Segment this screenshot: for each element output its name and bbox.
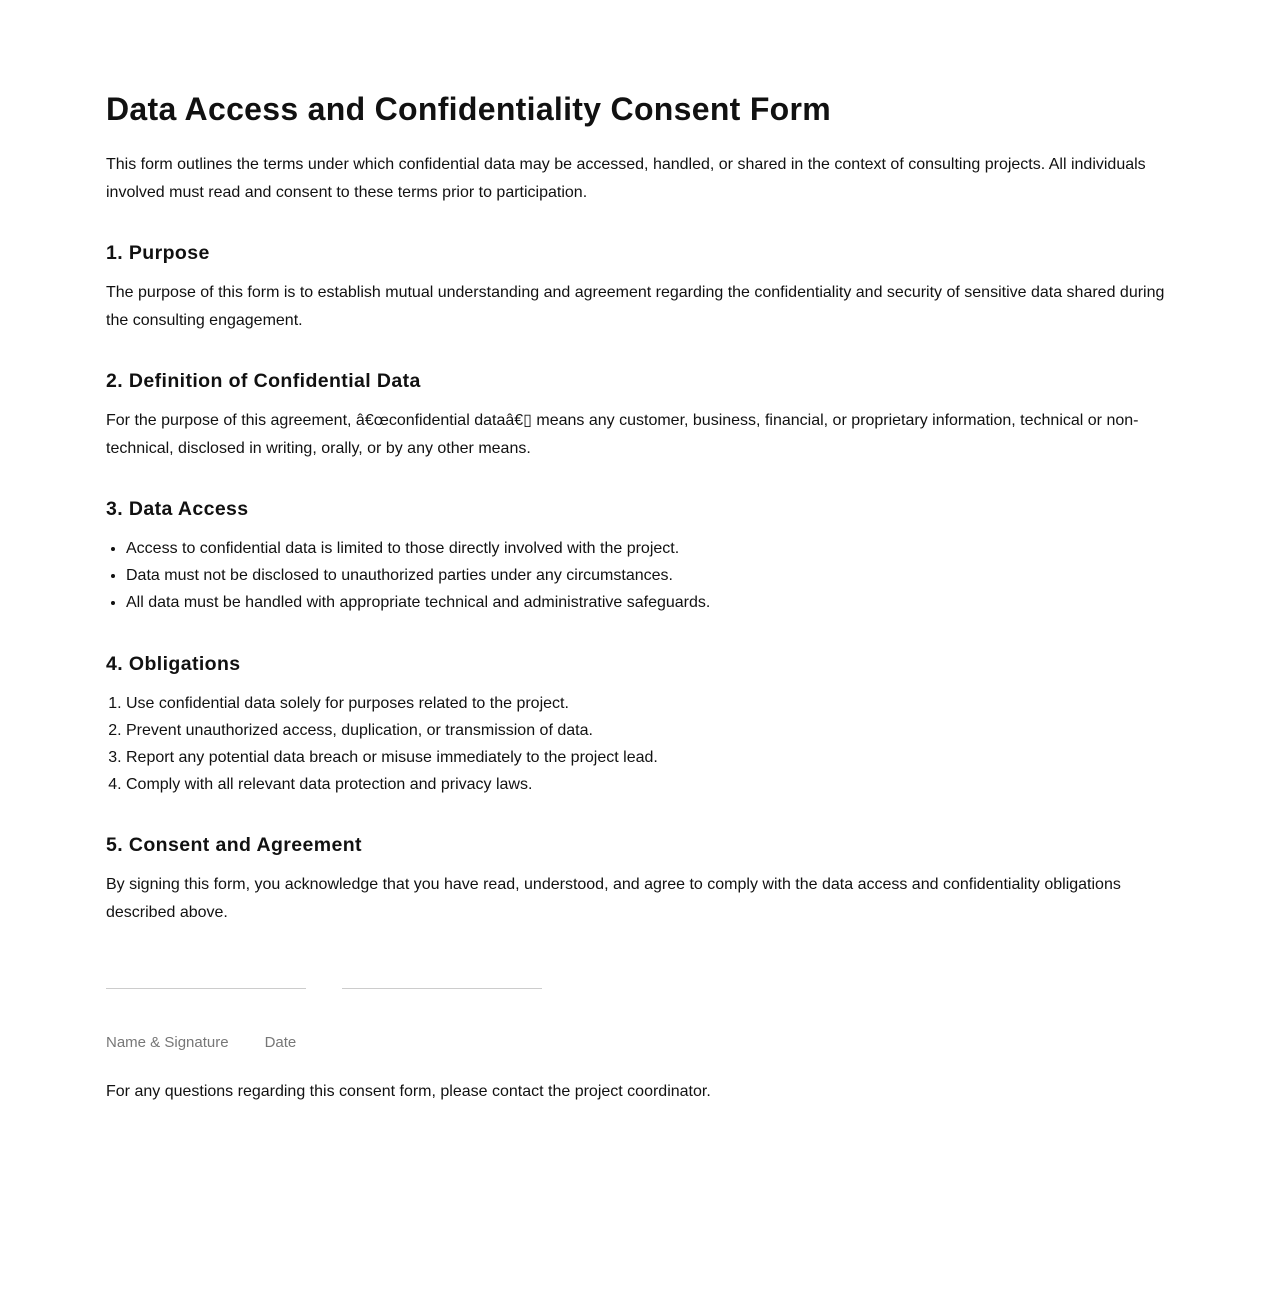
section-heading: 3. Data Access xyxy=(106,498,249,520)
section-heading: 5. Consent and Agreement xyxy=(106,834,362,857)
intro-text: This form outlines the terms under which confidential data may be accessed, handled, or shared in the context of consulting projects. All individuals involved must read and consent to these terms prior to participation. xyxy=(106,156,1146,201)
list-item: 1. Use confidential data solely for purposes related to the project. xyxy=(126,690,1172,717)
signature-labels xyxy=(106,1033,1172,1053)
list-item: 2. Prevent unauthorized access, duplication, or transmission of data. xyxy=(126,717,1172,744)
form-document xyxy=(106,86,1172,1106)
date-line[interactable] xyxy=(342,988,542,989)
name-signature-label: Name & Signature xyxy=(106,1034,229,1052)
list-item: • All data must be handled with appropriate technical and administrative safeguards. xyxy=(126,589,1172,616)
section-purpose xyxy=(106,239,1172,334)
date-label: Date xyxy=(264,1034,297,1052)
list-item: • Data must not be disclosed to unauthorized parties under any circumstances. xyxy=(126,562,1172,589)
section-heading: 4. Obligations xyxy=(106,652,241,675)
name-signature-line[interactable] xyxy=(106,988,306,989)
section-obligations xyxy=(106,650,1172,799)
data-access-list xyxy=(106,535,1172,617)
section-data-access xyxy=(106,495,1172,617)
list-item: • Access to confidential data is limited to those directly involved with the project. xyxy=(126,535,1172,562)
list-item: 3. Report any potential data breach or misuse immediately to the project lead. xyxy=(126,744,1172,771)
section-heading: 2. Definition of Confidential Data xyxy=(106,370,421,392)
section-heading: 1. Purpose xyxy=(106,242,210,264)
footer-note: For any questions regarding this consent form, please contact the project coordinator. xyxy=(106,1083,711,1101)
section-text: By signing this form, you acknowledge that you have read, understood, and agree to comply with the data access and confidentiality obligations described above. xyxy=(106,876,1121,921)
section-text: For the purpose of this agreement, â€œconfidential dataâ€▯ means any customer, business, financial, or proprietary information, technical or non-technical, disclosed in writing, orally, or by any other means. xyxy=(106,412,1139,457)
obligations-list xyxy=(106,690,1172,799)
section-consent xyxy=(106,831,1172,926)
list-item: 4. Comply with all relevant data protection and privacy laws. xyxy=(126,771,1172,798)
section-text: The purpose of this form is to establish mutual understanding and agreement regarding the confidentiality and security of sensitive data shared during the consulting engagement. xyxy=(106,284,1165,329)
page-title: Data Access and Confidentiality Consent Form xyxy=(106,91,832,127)
section-definition xyxy=(106,367,1172,462)
signature-lines xyxy=(106,988,1172,989)
